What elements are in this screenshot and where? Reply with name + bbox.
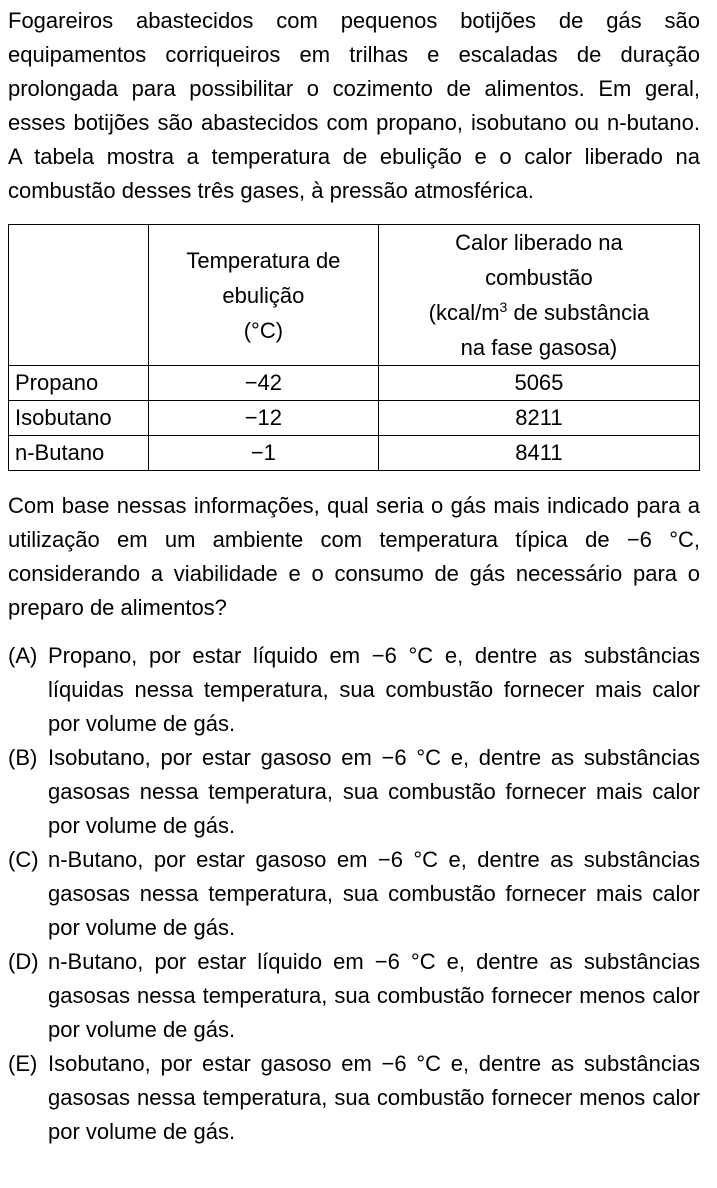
combustion-heat-cell: 8411 [378,436,699,471]
option-c[interactable] [8,843,700,945]
intro-paragraph: Fogareiros abastecidos com pequenos botijões de gás são equipamentos corriqueiros em trilhas e escaladas de duração prolongada para possibilitar o cozimento de alimentos. Em geral, esses botijões são abastecidos com propano, isobutano ou n-butano. A tabela mostra a temperatura de ebulição e o calor liberado na combustão desses três gases, à pressão atmosférica. [8,8,700,203]
option-d[interactable] [8,945,700,1047]
table-row [9,401,700,436]
option-text: n-Butano, por estar gasoso em −6 °C e, dentre as substâncias gasosas nessa temperatura, sua combustão fornecer mais calor por volume de gás. [48,847,700,940]
gas-properties-table [8,224,700,471]
boiling-temp-cell: −42 [148,366,378,401]
combustion-heat-cell: 5065 [378,366,699,401]
option-text: Isobutano, por estar gasoso em −6 °C e, dentre as substâncias gasosas nessa temperatura, sua combustão fornecer menos calor por volume de gás. [48,1051,700,1144]
gas-name-cell: Propano [9,366,149,401]
answer-options [8,639,700,1149]
option-letter: (B) [8,745,38,770]
table-row [9,366,700,401]
option-e[interactable] [8,1047,700,1149]
option-text: Propano, por estar líquido em −6 °C e, dentre as substâncias líquidas nessa temperatura, sua combustão fornecer mais calor por volume de gás. [48,643,700,736]
header-empty-cell [9,225,149,366]
gas-name-cell: n-Butano [9,436,149,471]
question-page [8,0,700,1149]
combustion-heat-cell: 8211 [378,401,699,436]
option-text: Isobutano, por estar gasoso em −6 °C e, dentre as substâncias gasosas nessa temperatura, sua combustão fornecer mais calor por volume de gás. [48,745,700,838]
option-letter: (A) [8,643,38,668]
gas-name-cell: Isobutano [9,401,149,436]
header-combustion-heat: Calor liberado na combustão ($kcal/m^3$ de substância na fase gasosa) [378,225,699,366]
option-a[interactable] [8,639,700,741]
header-boiling-temperature: Temperatura de ebulição (°C) [148,225,378,366]
option-letter: (E) [8,1051,38,1076]
table-header-row [9,225,700,366]
option-text: n-Butano, por estar líquido em −6 °C e, dentre as substâncias gasosas nessa temperatura, sua combustão fornecer menos calor por volume de gás. [48,949,700,1042]
boiling-temp-cell: −12 [148,401,378,436]
option-letter: (D) [8,949,39,974]
option-letter: (C) [8,847,39,872]
table-row [9,436,700,471]
option-b[interactable] [8,741,700,843]
question-text: Com base nessas informações, qual seria o gás mais indicado para a utilização em um ambiente com temperatura típica de −6 °C, considerando a viabilidade e o consumo de gás necessário para o preparo de alimentos? [8,493,700,620]
boiling-temp-cell: −1 [148,436,378,471]
